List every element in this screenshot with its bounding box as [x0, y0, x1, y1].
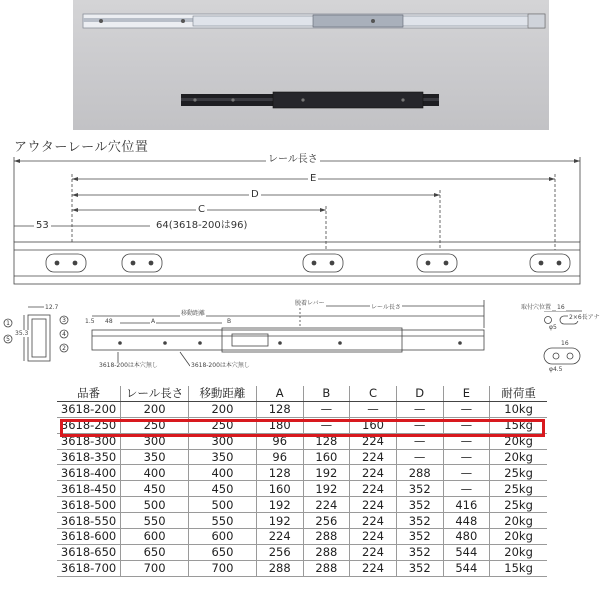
- header-a: A: [256, 386, 303, 401]
- table-cell: 128: [256, 401, 303, 417]
- table-cell: 224: [350, 449, 397, 465]
- dimension-c-label: C: [198, 204, 205, 215]
- dim-1-5: 1.5: [85, 318, 95, 325]
- table-cell: 350: [189, 449, 257, 465]
- table-cell: 600: [121, 529, 189, 545]
- table-cell: 20kg: [490, 433, 547, 449]
- dimension-64-label: 64(3618-200は96): [156, 220, 248, 231]
- dim-phi5: φ5: [549, 324, 557, 331]
- table-cell: 288: [256, 560, 303, 576]
- table-row: [57, 449, 547, 465]
- callout-1: 1: [6, 320, 10, 327]
- table-row: [57, 497, 547, 513]
- table-cell: 3618-450: [57, 481, 121, 497]
- table-cell: 450: [121, 481, 189, 497]
- table-row: [57, 433, 547, 449]
- table-cell: 224: [256, 529, 303, 545]
- table-cell: 3618-300: [57, 433, 121, 449]
- table-cell: 544: [443, 544, 490, 560]
- table-cell: 192: [256, 513, 303, 529]
- table-cell: 450: [189, 481, 257, 497]
- table-row: [57, 465, 547, 481]
- table-cell: 352: [396, 513, 443, 529]
- table-cell: 192: [303, 465, 350, 481]
- table-row: [57, 401, 547, 417]
- table-cell: 352: [396, 497, 443, 513]
- rail-length-label: レール長さ: [268, 154, 318, 165]
- table-cell: 650: [121, 544, 189, 560]
- hole-note-2: 3618-200は本穴無し: [191, 362, 250, 369]
- table-row: [57, 417, 547, 433]
- table-cell: 224: [350, 529, 397, 545]
- dimension-e-label: E: [310, 173, 317, 184]
- table-cell: —: [443, 465, 490, 481]
- dimension-53-label: 53: [36, 220, 49, 231]
- table-cell: —: [303, 417, 350, 433]
- table-cell: 288: [396, 465, 443, 481]
- table-cell: 20kg: [490, 544, 547, 560]
- product-photo: [73, 0, 549, 130]
- table-cell: 15kg: [490, 417, 547, 433]
- table-cell: 96: [256, 449, 303, 465]
- table-cell: 96: [256, 433, 303, 449]
- callout-4: 4: [62, 331, 66, 338]
- table-cell: 224: [303, 497, 350, 513]
- table-row: [57, 513, 547, 529]
- dimension-d-label: D: [251, 189, 259, 200]
- table-row: [57, 481, 547, 497]
- dim-12-7: 12.7: [45, 304, 59, 311]
- slide-rail-photo: [73, 0, 549, 130]
- table-cell: 10kg: [490, 401, 547, 417]
- table-cell: 400: [189, 465, 257, 481]
- page-heading: アウターレール穴位置: [14, 140, 149, 155]
- side-rail-length-label: レール長さ: [371, 304, 401, 311]
- table-cell: 224: [350, 465, 397, 481]
- table-cell: 700: [189, 560, 257, 576]
- header-part-number: 品番: [57, 386, 121, 401]
- table-cell: 416: [443, 497, 490, 513]
- table-cell: —: [350, 401, 397, 417]
- table-cell: —: [396, 433, 443, 449]
- header-travel: 移動距離: [189, 386, 257, 401]
- table-cell: —: [443, 449, 490, 465]
- table-cell: —: [443, 481, 490, 497]
- spec-table: [57, 386, 547, 577]
- table-cell: 224: [350, 544, 397, 560]
- callout-3: 3: [62, 317, 66, 324]
- table-cell: 300: [121, 433, 189, 449]
- table-cell: 3618-550: [57, 513, 121, 529]
- table-cell: 20kg: [490, 529, 547, 545]
- header-e: E: [443, 386, 490, 401]
- table-cell: —: [396, 401, 443, 417]
- header-d: D: [396, 386, 443, 401]
- dim-phi4-5: φ4.5: [549, 366, 563, 373]
- slot-label: 2×6長アナ: [569, 314, 600, 321]
- table-cell: 352: [396, 544, 443, 560]
- header-c: C: [350, 386, 397, 401]
- table-cell: —: [396, 417, 443, 433]
- table-cell: —: [396, 449, 443, 465]
- table-cell: 224: [350, 513, 397, 529]
- table-cell: 700: [121, 560, 189, 576]
- side-view-drawing: [92, 300, 484, 366]
- move-distance-label: 移動距離: [181, 310, 206, 317]
- dim-a: A: [151, 318, 156, 325]
- hole-note-1: 3618-200は本穴無し: [99, 362, 158, 369]
- table-cell: 544: [443, 560, 490, 576]
- table-cell: —: [443, 433, 490, 449]
- table-cell: 3618-500: [57, 497, 121, 513]
- table-cell: 650: [189, 544, 257, 560]
- table-cell: 300: [189, 433, 257, 449]
- header-load: 耐荷重: [490, 386, 547, 401]
- table-cell: 192: [303, 481, 350, 497]
- table-cell: 288: [303, 544, 350, 560]
- table-cell: 160: [256, 481, 303, 497]
- table-cell: 352: [396, 560, 443, 576]
- table-cell: 160: [303, 449, 350, 465]
- dim-16-top: 16: [557, 304, 565, 311]
- table-cell: 15kg: [490, 560, 547, 576]
- table-cell: 3618-350: [57, 449, 121, 465]
- table-cell: 128: [303, 433, 350, 449]
- table-row: [57, 560, 547, 576]
- table-cell: 20kg: [490, 513, 547, 529]
- table-cell: 352: [396, 529, 443, 545]
- table-cell: —: [443, 401, 490, 417]
- table-cell: 3618-250: [57, 417, 121, 433]
- table-cell: 224: [350, 560, 397, 576]
- release-lever-label: 脱着レバー: [295, 300, 325, 307]
- table-cell: 256: [303, 513, 350, 529]
- table-cell: 500: [121, 497, 189, 513]
- table-cell: 25kg: [490, 465, 547, 481]
- table-cell: 250: [189, 417, 257, 433]
- table-cell: 3618-400: [57, 465, 121, 481]
- table-cell: 25kg: [490, 481, 547, 497]
- table-cell: 200: [189, 401, 257, 417]
- table-cell: 288: [303, 560, 350, 576]
- table-cell: 224: [350, 481, 397, 497]
- table-cell: 3618-650: [57, 544, 121, 560]
- hole-position-label: 取付穴位置: [521, 304, 552, 311]
- dim-48: 48: [105, 318, 113, 325]
- callout-5: 5: [6, 336, 10, 343]
- table-header-row: [57, 386, 547, 401]
- table-cell: 3618-200: [57, 401, 121, 417]
- table-cell: 288: [303, 529, 350, 545]
- header-rail-length: レール長さ: [121, 386, 189, 401]
- table-cell: 500: [189, 497, 257, 513]
- table-cell: 550: [121, 513, 189, 529]
- table-cell: 224: [350, 433, 397, 449]
- table-cell: —: [443, 417, 490, 433]
- table-cell: —: [303, 401, 350, 417]
- dim-16-bottom: 16: [561, 340, 569, 347]
- table-cell: 224: [350, 497, 397, 513]
- dim-35-3: 35.3: [15, 330, 29, 337]
- table-cell: 200: [121, 401, 189, 417]
- table-row: [57, 544, 547, 560]
- table-cell: 20kg: [490, 449, 547, 465]
- table-cell: 256: [256, 544, 303, 560]
- table-cell: 350: [121, 449, 189, 465]
- table-cell: 192: [256, 497, 303, 513]
- table-cell: 352: [396, 481, 443, 497]
- table-cell: 600: [189, 529, 257, 545]
- rail-drawing: [0, 130, 600, 382]
- table-cell: 128: [256, 465, 303, 481]
- table-cell: 160: [350, 417, 397, 433]
- table-row: [57, 529, 547, 545]
- table-cell: 3618-600: [57, 529, 121, 545]
- table-cell: 480: [443, 529, 490, 545]
- header-b: B: [303, 386, 350, 401]
- table-cell: 448: [443, 513, 490, 529]
- dim-b: B: [227, 318, 232, 325]
- table-cell: 250: [121, 417, 189, 433]
- table-cell: 3618-700: [57, 560, 121, 576]
- table-cell: 400: [121, 465, 189, 481]
- table-cell: 550: [189, 513, 257, 529]
- callout-2: 2: [62, 345, 66, 352]
- table-cell: 25kg: [490, 497, 547, 513]
- table-cell: 180: [256, 417, 303, 433]
